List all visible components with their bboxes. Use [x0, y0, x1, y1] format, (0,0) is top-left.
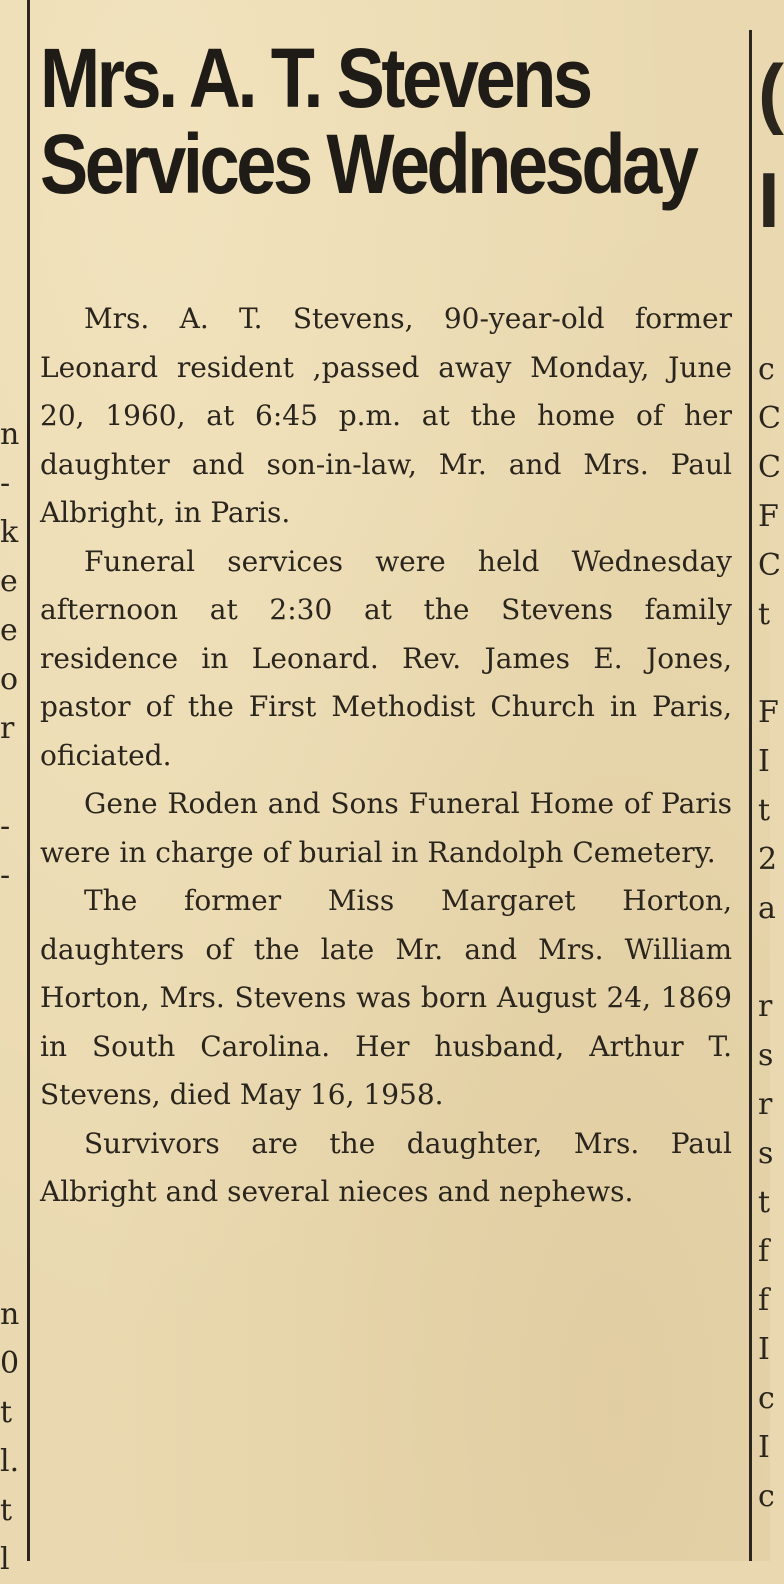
fragment: - — [0, 858, 11, 893]
paragraph-survivors: Survivors are the daughter, Mrs. Paul Albright and several nieces and nephews. — [40, 1126, 732, 1208]
fragment: C — [758, 450, 781, 485]
fragment: r — [758, 989, 773, 1024]
paragraph-biography: The former Miss Margaret Horton, daughters of the late Mr. and Mrs. William Horton, Mrs. Stevens was born August 24, 1869 in South Carolina. Her husband, Arthur T. Stevens, died May 16, 1958. — [40, 884, 732, 1111]
fragment: e — [0, 613, 18, 648]
fragment: - — [0, 466, 11, 501]
column-rule-right — [749, 30, 752, 1561]
article-body — [40, 295, 732, 1217]
fragment: r — [0, 711, 15, 746]
fragment: a — [758, 891, 776, 926]
left-column-fragments-top — [0, 410, 20, 900]
fragment — [758, 639, 770, 688]
fragment: 0 — [0, 1346, 20, 1381]
right-headline-fragment-2: I — [758, 156, 780, 244]
fragment: t — [0, 1493, 13, 1528]
right-headline-fragment-1: ( — [758, 48, 784, 136]
headline-line-2: Services Wednesday — [40, 117, 696, 211]
fragment: s — [758, 1136, 774, 1171]
article-headline — [40, 31, 696, 211]
fragment: c — [758, 1381, 775, 1416]
fragment: r — [758, 1087, 773, 1122]
fragment: c — [758, 352, 775, 387]
fragment: c — [758, 1479, 775, 1514]
fragment: I — [758, 1332, 770, 1367]
fragment: l. — [0, 1444, 20, 1479]
fragment: k — [0, 515, 19, 550]
paragraph-funeral-services: Funeral services were held Wednesday afternoon at 2:30 at the Stevens family residence in Leonard. Rev. James E. Jones, pastor of the First Methodist Church in Paris, oficiated. — [40, 544, 732, 772]
fragment: I — [758, 1430, 770, 1465]
fragment: I — [758, 744, 770, 779]
fragment: C — [758, 548, 781, 583]
fragment: F — [758, 499, 779, 534]
fragment: F — [758, 695, 779, 730]
paragraph-death-notice: Mrs. A. T. Stevens, 90-year-old former Leonard resident ,passed away Monday, June 20, 1960, at 6:45 p.m. at the home of her daughter and son-in-law, Mr. and Mrs. Paul Albright, in Paris. — [40, 302, 732, 529]
fragment: e — [0, 564, 18, 599]
fragment: t — [0, 1395, 13, 1430]
column-rule-left — [27, 0, 30, 1561]
headline-line-1: Mrs. A. T. Stevens — [40, 31, 590, 125]
fragment: f — [758, 1283, 770, 1318]
fragment: s — [758, 1038, 774, 1073]
fragment: t — [758, 793, 771, 828]
fragment: f — [758, 1234, 770, 1269]
fragment: n — [0, 417, 20, 452]
fragment: o — [0, 662, 19, 697]
fragment: t — [758, 597, 771, 632]
fragment: C — [758, 401, 781, 436]
right-column-fragments — [758, 345, 781, 1521]
fragment — [758, 933, 770, 982]
fragment: - — [0, 809, 11, 844]
left-column-fragments-bottom — [0, 1290, 20, 1584]
fragment — [0, 753, 16, 802]
fragment: l — [0, 1542, 10, 1577]
fragment: 2 — [758, 842, 778, 877]
fragment: t — [758, 1185, 771, 1220]
paragraph-burial: Gene Roden and Sons Funeral Home of Paris were in charge of burial in Randolph Cemetery. — [40, 787, 732, 869]
fragment: n — [0, 1297, 20, 1332]
